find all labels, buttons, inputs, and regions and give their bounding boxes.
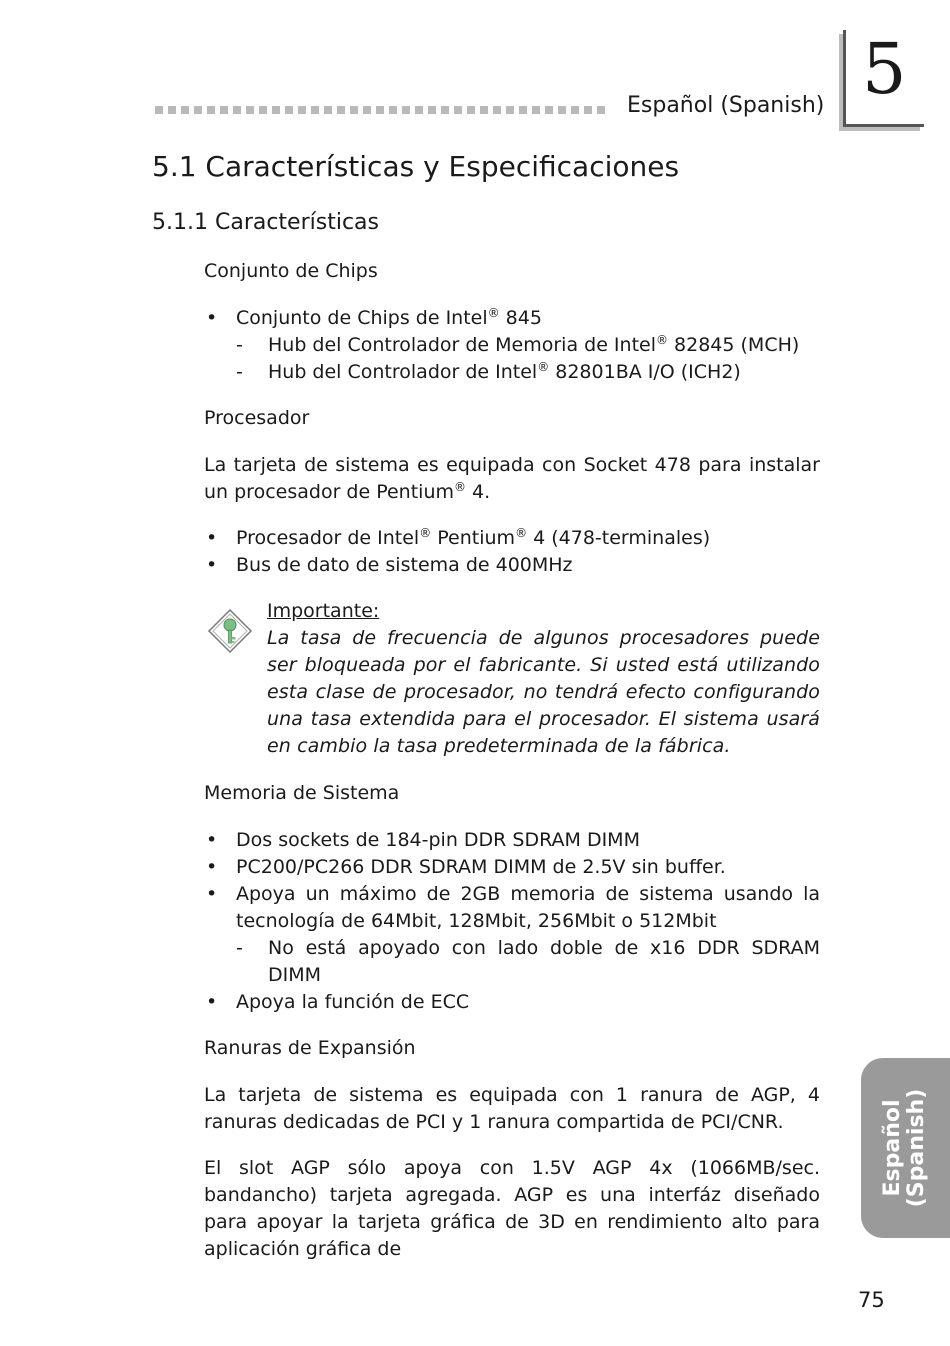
processor-list xyxy=(204,525,820,579)
chips-list xyxy=(204,305,820,386)
list-item: • Dos sockets de 184-pin DDR SDRAM DIMM xyxy=(204,827,820,854)
list-item: • Bus de dato de sistema de 400MHz xyxy=(204,552,820,579)
memory-title: Memoria de Sistema xyxy=(204,782,400,804)
section-heading: 5.1 Características y Especificaciones xyxy=(152,150,680,183)
side-tab-label: Español (Spanish) xyxy=(880,1088,929,1208)
list-item: • Procesador de Intel® Pentium® 4 (478-terminales) xyxy=(204,525,820,552)
expansion-paragraph-1: La tarjeta de sistema es equipada con 1 ranura de AGP, 4 ranuras dedicadas de PCI y 1 ranura compartida de PCI/CNR. xyxy=(204,1084,820,1133)
subsection-heading: 5.1.1 Características xyxy=(152,210,379,235)
chips-sublist xyxy=(236,332,820,386)
header-title: Español (Spanish) xyxy=(627,93,825,118)
expansion-title: Ranuras de Expansión xyxy=(204,1037,416,1059)
important-body: La tasa de frecuencia de algunos procesadores puede ser bloqueada por el fabricante. Si usted está utilizando esta clase de procesador, no tendrá efecto configurando una tasa extendida para el procesador. El sistema usará en cambio la tasa predeterminada de la fábrica. xyxy=(267,627,820,757)
list-item: • Apoya un máximo de 2GB memoria de sistema usando la tecnología de 64Mbit, 128Mbit, 256Mbit o 512Mbit - No está apoyado con lado doble de x16 DDR SDRAM DIMM xyxy=(204,881,820,989)
list-item: • Conjunto de Chips de Intel® 845 - Hub del Controlador de Memoria de Intel® 82845 (MCH) - Hub del Controlador de Intel® 82801BA I/O (ICH2) xyxy=(204,305,820,386)
header-dot-rule xyxy=(155,106,615,118)
memory-sublist xyxy=(236,935,820,989)
memory-list xyxy=(204,827,820,1016)
list-item: • PC200/PC266 DDR SDRAM DIMM de 2.5V sin buffer. xyxy=(204,854,820,881)
list-item: - No está apoyado con lado doble de x16 DDR SDRAM DIMM xyxy=(236,935,820,989)
list-item: • Apoya la función de ECC xyxy=(204,989,820,1016)
expansion-paragraph-2: El slot AGP sólo apoya con 1.5V AGP 4x (1066MB/sec. bandancho) tarjeta agregada. AGP es una interfáz diseñado para apoyar la tarjeta gráfica de 3D en rendimiento alto para aplicación gráfica de xyxy=(204,1157,820,1260)
key-diamond-icon xyxy=(207,608,253,654)
processor-title: Procesador xyxy=(204,407,310,429)
important-note xyxy=(204,598,820,760)
list-item: - Hub del Controlador de Intel® 82801BA I/O (ICH2) xyxy=(236,359,820,386)
page-number: 75 xyxy=(858,1288,885,1312)
important-title: Importante: xyxy=(267,600,380,622)
main-content xyxy=(204,258,820,1282)
list-item: - Hub del Controlador de Memoria de Intel® 82845 (MCH) xyxy=(236,332,820,359)
chapter-number: 5 xyxy=(862,28,907,110)
processor-paragraph: La tarjeta de sistema es equipada con Socket 478 para instalar un procesador de Pentium® 4. xyxy=(204,454,820,503)
chips-title: Conjunto de Chips xyxy=(204,260,378,282)
